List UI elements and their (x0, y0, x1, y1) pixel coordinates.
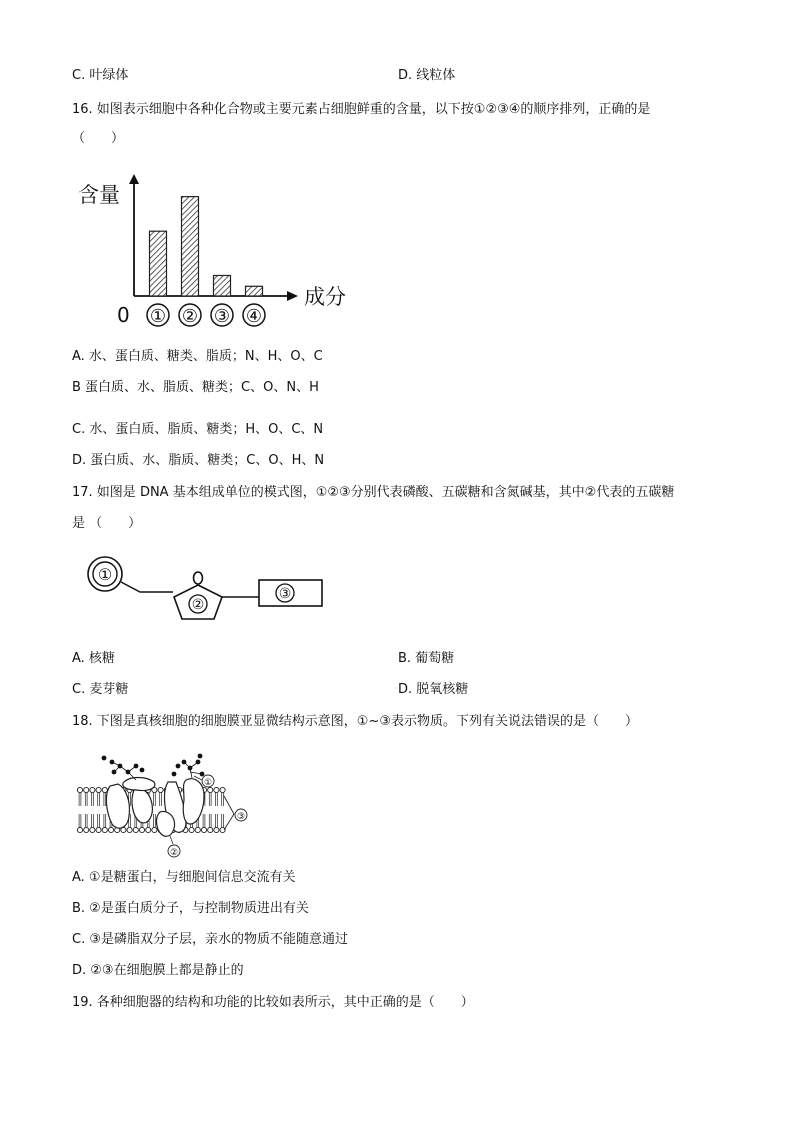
phospholipid-head (77, 787, 82, 792)
q16-option-d: D. 蛋白质、水、脂质、糖类；C、O、H、N (72, 453, 325, 468)
origin-label: 0 (117, 303, 130, 327)
label3-brace (224, 796, 234, 830)
phospholipid-head (90, 787, 95, 792)
phospholipid-head (108, 827, 113, 832)
category-label-2: ② (181, 306, 199, 327)
q16-option-a: A. 水、蛋白质、糖类、脂质；N、H、O、C (72, 349, 323, 364)
q16-bar-chart (70, 168, 360, 333)
phospholipid-head (214, 827, 219, 832)
phosphate-sugar-bond (121, 582, 173, 592)
category-label-3: ③ (213, 306, 231, 327)
glycoprotein-chain-left (102, 756, 144, 780)
label1: ① (203, 778, 213, 788)
phospholipid-head (189, 827, 194, 832)
base-label: ③ (278, 586, 292, 602)
phospholipid-head (201, 827, 206, 832)
q19-stem: 19. 各种细胞器的结构和功能的比较如表所示，其中正确的是（ ） (72, 995, 474, 1010)
ring-oxygen (194, 572, 203, 584)
membrane-protein-bottom (157, 811, 175, 836)
q17-option-c: C. 麦芽糖 (72, 682, 129, 697)
bar-4 (246, 286, 263, 296)
q18-stem: 18. 下图是真核细胞的细胞膜亚显微结构示意图，①~③表示物质。下列有关说法错误的是（ ） (72, 714, 639, 729)
phosphate-label: ① (97, 565, 113, 584)
label2: ② (169, 848, 179, 858)
phospholipid-head (84, 827, 89, 832)
q17-option-b: B. 葡萄糖 (398, 651, 455, 666)
phospholipid-head (96, 787, 101, 792)
phospholipid-head (139, 827, 144, 832)
label2-pointer (170, 836, 173, 844)
phospholipid-head (158, 787, 163, 792)
phospholipid-head (208, 787, 213, 792)
phospholipid-head (146, 827, 151, 832)
phospholipid-head (127, 827, 132, 832)
phospholipid-head (84, 787, 89, 792)
q18-option-c: C. ③是磷脂双分子层，亲水的物质不能随意通过 (72, 932, 348, 947)
phospholipid-head (220, 787, 225, 792)
y-axis-label: 含量 (78, 183, 120, 207)
pentose-label: ② (191, 597, 205, 613)
phospholipid-head (102, 827, 107, 832)
q18-option-b: B. ②是蛋白质分子，与控制物质进出有关 (72, 901, 309, 916)
y-axis-arrow (129, 174, 139, 184)
phospholipid-head (96, 827, 101, 832)
category-label-4: ④ (245, 306, 263, 327)
category-label-1: ① (149, 306, 167, 327)
phospholipid-head (152, 827, 157, 832)
cell-membrane-diagram (74, 752, 264, 864)
phospholipid-head (133, 827, 138, 832)
q16-stem-bracket: （ ） (72, 131, 125, 146)
bar-1 (150, 231, 167, 296)
x-axis-arrow (287, 291, 298, 301)
membrane-protein-right (183, 779, 204, 824)
q16-stem: 16. 如图表示细胞中各种化合物或主要元素占细胞鲜重的含量，以下按①②③④的顺序排列，正确的是 (72, 102, 651, 117)
x-axis-label: 成分 (304, 285, 346, 309)
q17-option-a: A. 核糖 (72, 651, 115, 666)
glycoprotein-chain-right (172, 754, 204, 778)
q17-stem-bracket: 是 （ ） (72, 516, 142, 531)
q18-option-d: D. ②③在细胞膜上都是静止的 (72, 963, 244, 978)
q16-option-c: C. 水、蛋白质、脂质、糖类；H、O、C、N (72, 422, 324, 437)
phospholipid-head (214, 787, 219, 792)
phospholipid-head (208, 827, 213, 832)
phospholipid-head (90, 827, 95, 832)
q18-option-a: A. ①是糖蛋白，与细胞间信息交流有关 (72, 870, 296, 885)
q15-option-c: C. 叶绿体 (72, 68, 129, 83)
phospholipid-head (102, 787, 107, 792)
q15-option-d: D. 线粒体 (398, 68, 456, 83)
q17-option-d: D. 脱氧核糖 (398, 682, 469, 697)
bar-2 (182, 197, 199, 296)
q16-option-b: B 蛋白质、水、脂质、糖类；C、O、N、H (72, 380, 319, 395)
q17-stem: 17. 如图是 DNA 基本组成单位的模式图，①②③分别代表磷酸、五碳糖和含氮碱基，其中②代表的五碳糖 (72, 485, 675, 500)
dna-nucleotide-diagram (85, 552, 345, 624)
membrane-protein-surface (123, 778, 155, 791)
phospholipid-head (77, 827, 82, 832)
label3: ③ (236, 812, 246, 822)
bar-3 (214, 275, 231, 296)
phospholipid-head (195, 827, 200, 832)
